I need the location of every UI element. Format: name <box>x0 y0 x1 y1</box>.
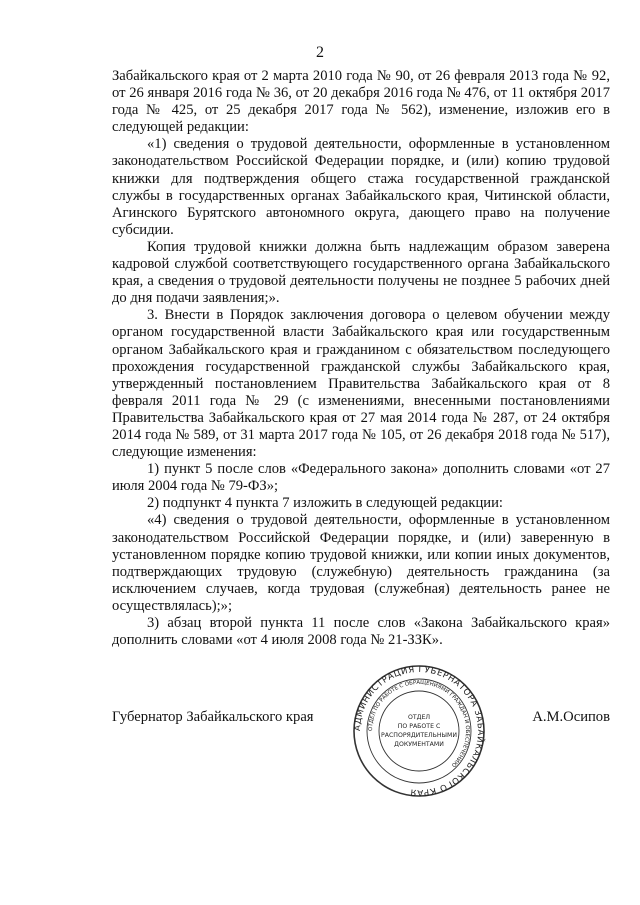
document-body <box>112 68 610 649</box>
paragraph-section-3: 3. Внести в Порядок заключения договора о целевом обучении между органом государственной власти Забайкальского края или государственным органом Забайкальского края и гражданином с обязательством последующего прохождения государственной гражданской службы Забайкальского края, утвержденный постановлением Правительства Забайкальского края от 8 февраля 2011 года № 29 (с изменениями, внесенными постановлениями Правительства Забайкальского края от 27 мая 2014 года № 287, от 24 октября 2014 года № 589, от 31 марта 2017 года № 105, от 26 декабря 2018 года № 517), следующие изменения: <box>112 307 610 461</box>
stamp-outer-ring-text: АДМИНИСТРАЦИЯ ГУБЕРНАТОРА ЗАБАЙКАЛЬСКОГО КРАЯ <box>352 664 486 798</box>
stamp-center-line: РАСПОРЯДИТЕЛЬНЫМИ <box>381 732 457 739</box>
paragraph-amendment-1: 1) пункт 5 после слов «Федерального закона» дополнить словами «от 27 июля 2004 года № 79-ФЗ»; <box>112 461 610 495</box>
paragraph-amendment-2: 2) подпункт 4 пункта 7 изложить в следующей редакции: <box>147 495 503 512</box>
stamp-center-line: ОТДЕЛ <box>407 714 431 721</box>
signatory-name: А.М.Осипов <box>532 709 610 725</box>
official-stamp <box>352 664 486 798</box>
stamp-center-line: ДОКУМЕНТАМИ <box>394 741 444 748</box>
paragraph-amendment-3: 3) абзац второй пункта 11 после слов «Закона Забайкальского края» дополнить словами «от 4 июля 2008 года № 21-ЗЗК». <box>112 615 610 649</box>
paragraph-certified-copy: Копия трудовой книжки должна быть надлежащим образом заверена кадровой службой соответствующего государственного органа Забайкальского края, а сведения о трудовой деятельности получены не позднее 5 рабочих дней до дня подачи заявления;». <box>112 238 610 307</box>
stamp-center-line: ПО РАБОТЕ С <box>397 723 441 730</box>
paragraph-subitem-4: «4) сведения о трудовой деятельности, оформленные в установленном законодательством Российской Федерации порядке, и (или) заверенную в установленном порядке копию трудовой книжки, или копии иных документов, подтверждающих трудовую (служебную) деятельность гражданина (за исключением случаев, когда трудовая (служебная) деятельность ранее не осуществлялась);»; <box>112 512 610 614</box>
page-number: 2 <box>316 44 324 61</box>
paragraph-continuation: Забайкальского края от 2 марта 2010 года № 90, от 26 февраля 2013 года № 92, от 26 января 2016 года № 36, от 20 декабря 2016 года № 476, от 11 октября 2017 года № 425, от 25 декабря 2017 года № 562), изменение, изложив его в следующей редакции: <box>112 68 610 136</box>
stamp-middle-ring-text: ОТДЕЛ ПО РАБОТЕ С ОБРАЩЕНИЯМИ ГРАЖДАН И ОБЕСПЕЧЕНИЮ <box>367 679 471 768</box>
paragraph-item-1: «1) сведения о трудовой деятельности, оформленные в установленном законодательством Российской Федерации порядке, и (или) копию трудовой книжки для подтверждения общего стажа государственной гражданской службы в государственных органах Забайкальского края, Читинской области, Агинского Бурятского автономного округа, дающего право на получение субсидии. <box>112 136 610 238</box>
signatory-title: Губернатор Забайкальского края <box>112 709 314 725</box>
